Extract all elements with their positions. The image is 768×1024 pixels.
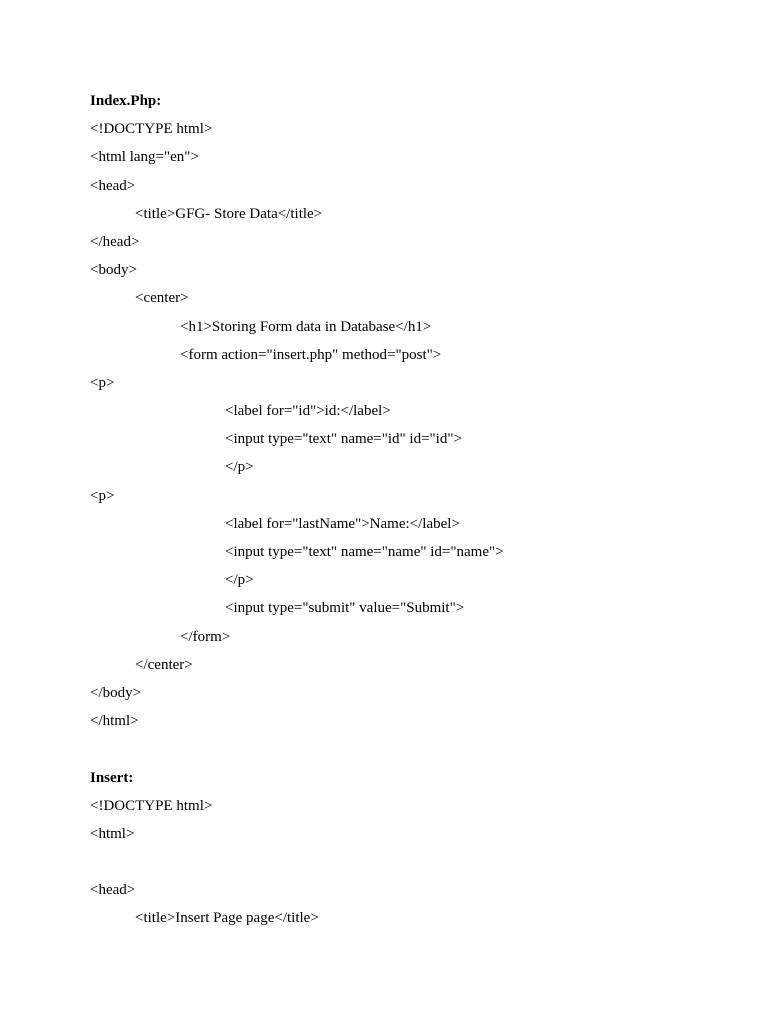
spacer (90, 738, 690, 766)
code-line: <p> (90, 487, 115, 504)
document-body (90, 90, 690, 936)
code-line: <html> (90, 825, 135, 842)
code-line: <h1>Storing Form data in Database</h1> (180, 318, 432, 335)
code-line: </p> (225, 459, 254, 476)
spacer (90, 851, 690, 879)
code-line: <!DOCTYPE html> (90, 121, 213, 138)
code-line: </body> (90, 684, 142, 701)
code-line: </html> (90, 713, 139, 730)
code-line: <title>Insert Page page</title> (135, 910, 319, 927)
section-heading-insert: Insert: (90, 769, 134, 786)
code-line: <p> (90, 374, 115, 391)
code-line: <form action="insert.php" method="post"> (180, 346, 442, 363)
code-line: </form> (180, 628, 231, 645)
code-line: </head> (90, 233, 140, 250)
section-heading-index-php: Index.Php: (90, 93, 162, 109)
code-line: <input type="text" name="id" id="id"> (225, 431, 462, 448)
code-line: </center> (135, 656, 193, 673)
code-line: </p> (225, 572, 254, 589)
code-line: <body> (90, 262, 137, 279)
code-line: <html lang="en"> (90, 149, 199, 166)
code-line: <label for="id">id:</label> (225, 403, 391, 420)
code-line: <title>GFG- Store Data</title> (135, 205, 323, 222)
code-line: <!DOCTYPE html> (90, 797, 213, 814)
code-line: <label for="lastName">Name:</label> (225, 515, 460, 532)
code-line: <input type="submit" value="Submit"> (225, 600, 465, 617)
code-line: <head> (90, 177, 136, 194)
code-line: <head> (90, 882, 136, 899)
code-line: <center> (135, 290, 189, 307)
code-line: <input type="text" name="name" id="name"> (225, 544, 504, 560)
